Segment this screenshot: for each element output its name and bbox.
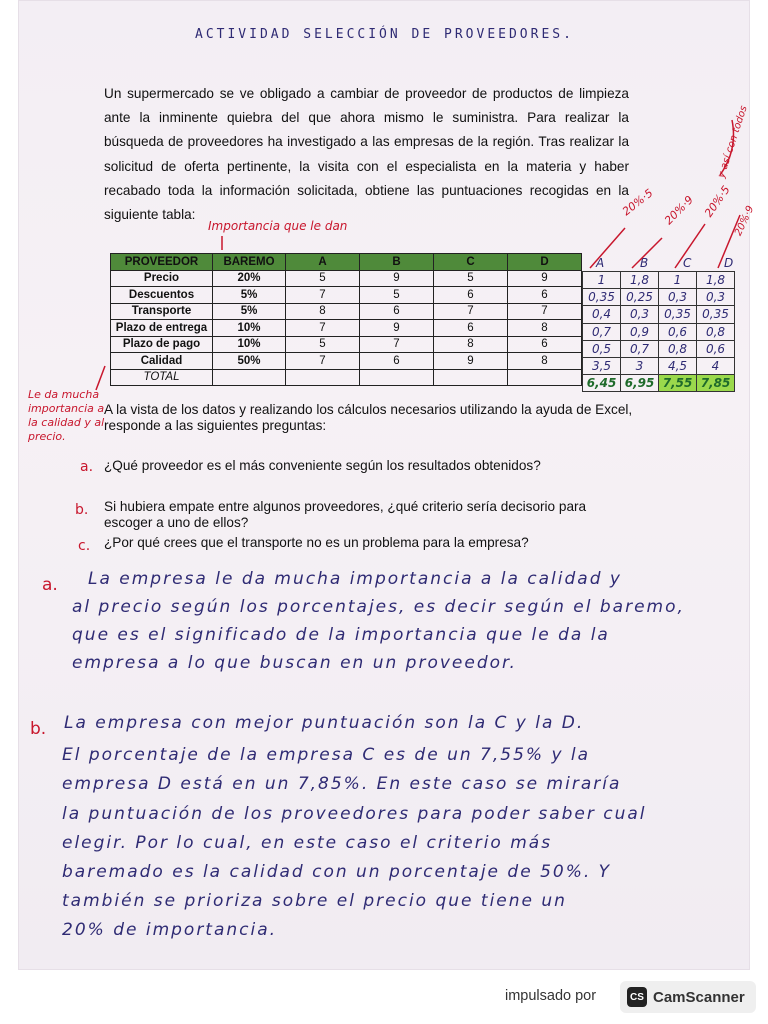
baremo-cell: 10% [213, 320, 286, 337]
criterion-label: Plazo de pago [111, 336, 213, 353]
answer-line: empresa D está en un 7,85%. En este caso se miraría [62, 774, 622, 794]
result-cell: 0,7 [621, 340, 659, 357]
result-cell: 0,5 [583, 340, 621, 357]
score-cell: 9 [360, 270, 434, 287]
footer-powered-by: impulsado por [505, 988, 597, 1004]
criterion-label: Descuentos [111, 287, 213, 304]
answer-b [64, 710, 584, 736]
note-pct-a: 20%·5 [620, 186, 656, 219]
score-cell: 7 [508, 303, 582, 320]
score-cell: 9 [434, 353, 508, 370]
note-pct-c: 20%·5 [702, 183, 733, 220]
result-cell: 0,4 [583, 306, 621, 323]
baremo-cell: 50% [213, 353, 286, 370]
score-cell: 7 [286, 287, 360, 304]
score-cell: 6 [508, 336, 582, 353]
header-cell: C [434, 254, 508, 271]
score-cell: 5 [286, 270, 360, 287]
hand-header-d: D [724, 256, 734, 270]
answer-line: El porcentaje de la empresa C es de un 7,55% y la [62, 745, 591, 765]
question-c: ¿Por qué crees que el transporte no es un problema para la empresa? [104, 535, 529, 550]
baremo-cell: 20% [213, 270, 286, 287]
header-cell: D [508, 254, 582, 271]
importance-note: Importancia que le dan [208, 219, 348, 233]
camscanner-badge [620, 981, 756, 1013]
result-cell: 0,6 [659, 323, 697, 340]
result-cell: 0,3 [621, 306, 659, 323]
result-cell: 0,8 [659, 340, 697, 357]
criterion-label: Precio [111, 270, 213, 287]
score-cell: 7 [360, 336, 434, 353]
note-todos: y así con todos [716, 104, 750, 180]
note-pct-b: 20%·9 [662, 193, 696, 228]
total-value: 7,55 [659, 375, 697, 392]
question-letter: c. [78, 538, 91, 554]
hand-header-b: B [640, 256, 649, 270]
total-label: TOTAL [111, 369, 213, 386]
answer-line: la puntuación de los proveedores para poder saber cual [62, 804, 647, 824]
score-cell: 8 [434, 336, 508, 353]
baremo-cell: 10% [213, 336, 286, 353]
score-cell: 5 [434, 270, 508, 287]
answer-line: baremado es la calidad con un porcentaje de 50%. Y [62, 862, 612, 882]
header-cell: PROVEEDOR [111, 254, 213, 271]
score-cell: 9 [508, 270, 582, 287]
page-title: ACTIVIDAD SELECCIÓN DE PROVEEDORES. [195, 27, 574, 42]
hand-header-a: A [596, 256, 605, 270]
question-a: ¿Qué proveedor es el más conveniente según los resultados obtenidos? [104, 458, 541, 473]
total-value: 6,45 [583, 375, 621, 392]
score-cell: 6 [434, 287, 508, 304]
result-cell: 0,8 [697, 323, 735, 340]
arrow-c [675, 224, 705, 268]
result-cell: 1,8 [697, 272, 735, 289]
baremo-cell: 5% [213, 303, 286, 320]
hand-header-c: C [683, 256, 692, 270]
question-letter: b. [75, 502, 89, 518]
score-cell: 9 [360, 320, 434, 337]
arrow-a [590, 228, 625, 268]
answer-line: La empresa con mejor puntuación son la C y la D. [64, 713, 585, 733]
note-pct-d: 20%·9 [733, 204, 757, 238]
arrow-b [632, 238, 662, 268]
score-cell: 8 [508, 353, 582, 370]
lead-question: A la vista de los datos y realizando los cálculos necesarios utilizando la ayuda de Excel, responde a las siguientes preguntas: [104, 402, 633, 433]
score-cell: 6 [434, 320, 508, 337]
answer-line: La empresa le da mucha importancia a la calidad y [88, 569, 622, 589]
score-cell: 6 [360, 353, 434, 370]
answer-line: que es el significado de la importancia que le da la [72, 625, 610, 645]
result-cell: 4,5 [659, 357, 697, 374]
result-cell: 0,7 [583, 323, 621, 340]
camscanner-logo-icon: CS [627, 987, 647, 1007]
score-cell: 7 [286, 353, 360, 370]
answer-letter: b. [30, 719, 47, 739]
total-value: 7,85 [697, 375, 735, 392]
baremo-cell: 5% [213, 287, 286, 304]
note-left-margin: Le da mucha importancia a la calidad y al precio. [28, 388, 105, 443]
answer-line: elegir. Por lo cual, en este caso el criterio más [62, 833, 553, 853]
answer-a-cont [72, 594, 685, 676]
question-letter: a. [80, 459, 94, 475]
answer-letter: a. [42, 575, 58, 595]
score-cell: 6 [360, 303, 434, 320]
total-value: 6,95 [621, 375, 659, 392]
result-cell: 0,35 [583, 289, 621, 306]
score-cell: 7 [286, 320, 360, 337]
camscanner-brand: CamScanner [653, 988, 745, 1006]
header-cell: BAREMO [213, 254, 286, 271]
result-cell: 4 [697, 357, 735, 374]
question-b: Si hubiera empate entre algunos proveedores, ¿qué criterio sería decisorio para escoger a uno de ellos? [104, 499, 587, 530]
result-cell: 0,3 [697, 289, 735, 306]
result-cell: 1,8 [621, 272, 659, 289]
answer-line: también se prioriza sobre el precio que tiene un [62, 891, 567, 911]
score-cell: 5 [286, 336, 360, 353]
score-cell: 8 [508, 320, 582, 337]
header-cell: A [286, 254, 360, 271]
answer-line: empresa a lo que buscan en un proveedor. [72, 653, 517, 673]
result-cell: 1 [659, 272, 697, 289]
result-cell: 1 [583, 272, 621, 289]
score-cell: 7 [434, 303, 508, 320]
header-cell: B [360, 254, 434, 271]
answer-a [88, 566, 622, 592]
result-cell: 0,6 [697, 340, 735, 357]
answer-line: al precio según los porcentajes, es decir según el baremo, [72, 597, 685, 617]
result-cell: 0,25 [621, 289, 659, 306]
score-cell: 5 [360, 287, 434, 304]
result-cell: 3,5 [583, 357, 621, 374]
criterion-label: Plazo de entrega [111, 320, 213, 337]
result-cell: 3 [621, 357, 659, 374]
score-cell: 8 [286, 303, 360, 320]
criterion-label: Calidad [111, 353, 213, 370]
result-cell: 0,35 [697, 306, 735, 323]
score-cell: 6 [508, 287, 582, 304]
answer-b-cont [62, 742, 647, 943]
intro-paragraph: Un supermercado se ve obligado a cambiar de proveedor de productos de limpieza ante la inminente quiebra del que ahora mismo le suministra. Para realizar la búsqueda de proveedores ha investigado a las empresas de la región. Tras realizar la solicitud de oferta pertinente, la visita con el especialista en la materia y haber recabado toda la información solicitada, obtiene las puntuaciones recogidas en la siguiente tabla: [104, 86, 629, 223]
answer-line: 20% de importancia. [62, 920, 278, 940]
result-cell: 0,9 [621, 323, 659, 340]
result-cell: 0,35 [659, 306, 697, 323]
result-cell: 0,3 [659, 289, 697, 306]
arrow-left-note [96, 366, 105, 390]
criterion-label: Transporte [111, 303, 213, 320]
